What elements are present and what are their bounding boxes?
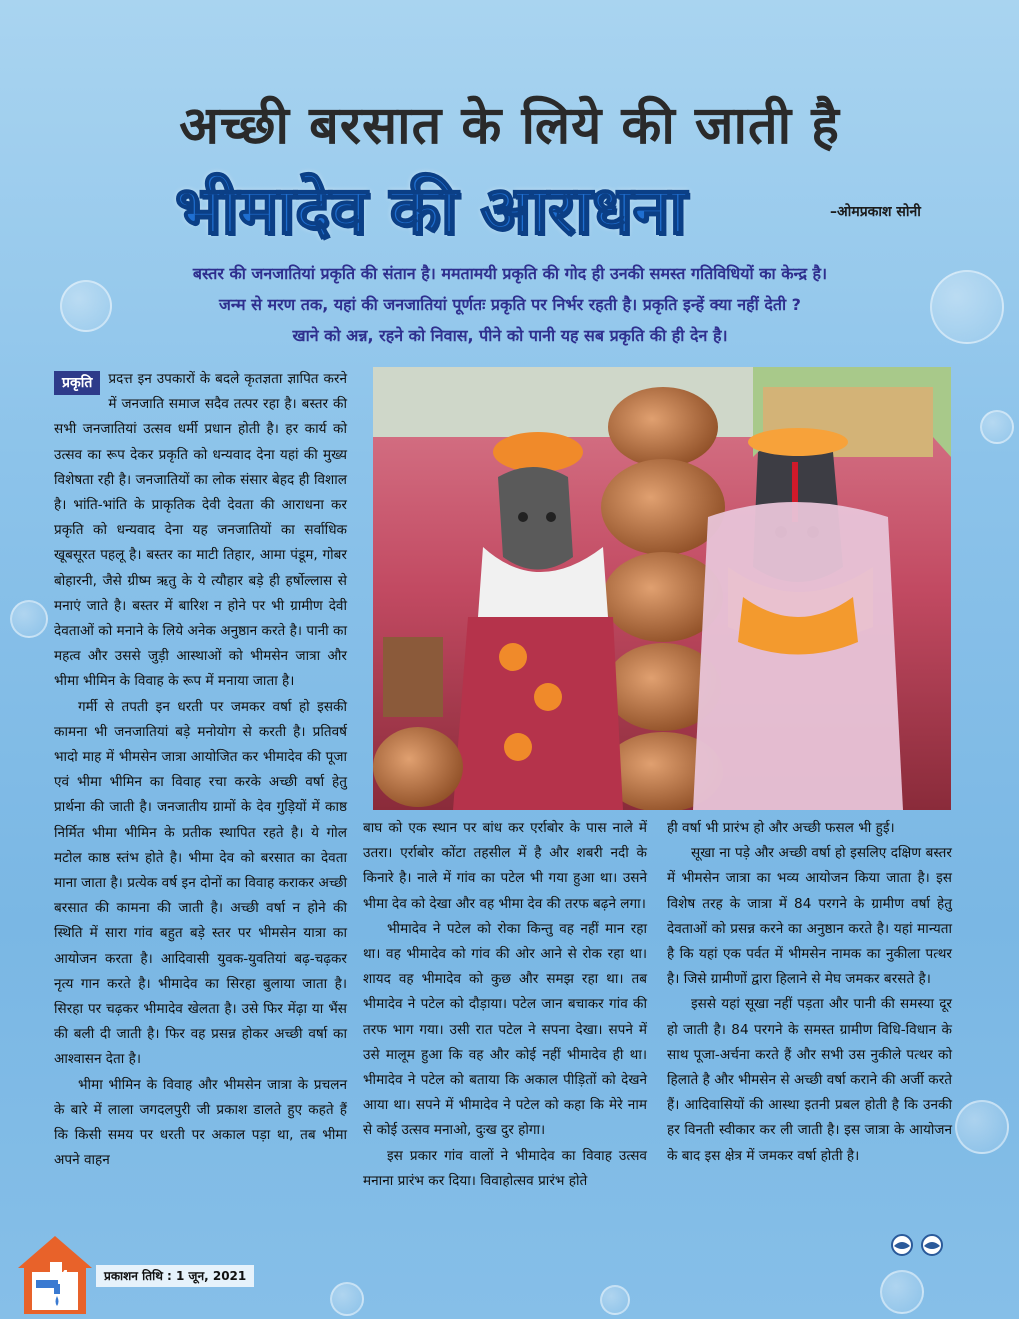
paragraph-text: प्रदत्त इन उपकारों के बदले कृतज्ञता ज्ञापित करने में जनजाति समाज सदैव तत्पर रहा है। बस्तर की सभी जनजातियां उत्सव धर्मी प्रधान होती है। हर कार्य को उत्सव का रूप देकर प्रकृति को धन्यवाद देना यहां की मुख्य विशेषता रही है। जनजातियों का लोक संसार बेहद ही विशाल है। भांति-भांति के प्राकृतिक देवी देवता की आराधना कर प्रकृति को धन्यवाद देना यह जनजातियों का सर्वाधिक खूबसूरत पहलू है। बस्तर का माटी तिहार, आमा पंडूम, गोबर बोहारनी, जैसे ग्रीष्म ऋतु के ये त्यौहार बड़े ही हर्षोल्लास से मनाएं जाते है। बस्तर में बारिश न होने पर भी ग्रामीण देवी देवताओं को मनाने के लिये अनेक अनुष्ठान करते है। पानी का महत्व और उससे जुड़ी आस्थाओं को भीमसेन जात्रा और भीमा भीमिन के विवाह के रूप में मनाया जाता है। [54, 371, 347, 690]
headline-line-1: अच्छी बरसात के लिये की जाती है [179, 96, 840, 156]
dropcap-label: प्रकृति [54, 371, 100, 395]
paragraph: इस प्रकार गांव वालों ने भीमादेव का विवाह उत्सव मनाना प्रारंभ कर दिया। विवाहोत्सव प्रारंभ होते [363, 1147, 647, 1189]
background-bubble [980, 410, 1014, 444]
article-column-1 [54, 367, 347, 1247]
paragraph: गर्मी से तपती इन धरती पर जमकर वर्षा हो इसकी कामना भी जनजातियां बड़े मनोयोग से करती है। प्रतिवर्ष भादो माह में भीमसेन जात्रा आयोजित कर भीमादेव की पूजा एवं भीमा भीमिन का विवाह रचा करके अच्छी वर्षा हेतु प्रार्थना की जाती है। जनजातीय ग्रामों के देव गुड़ियों में काष्ठ निर्मित भीमा भीमिन के प्रतीक स्थापित रहते है। ये गोल मटोल काष्ठ स्तंभ होते है। भीमा देव को बरसात का देवता माना जाता है। प्रत्येक वर्ष इन दोनों का विवाह कराकर अच्छी बरसात की कामना की जाती है। अच्छी वर्षा न होने की स्थिति में सारा गांव बहुत बड़े स्तर पर भीमसेन यात्रा का आयोजन करता है। आदिवासी युवक-युवतियां बढ़-चढ़कर नृत्य गान करते है। भीमादेव का सिरहा बुलाया जाता है। सिरहा पर चढ़कर भीमादेव खेलता है। उसे फिर मेंढ़ा या भैंस की बली दी जाती है। फिर वह प्रसन्न होकर अच्छी वर्षा का आश्वासन देता है। [54, 698, 347, 1068]
paragraph: बाघ को एक स्थान पर बांध कर एर्राबोर के पास नाले में उतरा। एर्राबोर कोंटा तहसील में है और शबरी नदी के किनारे है। नाले में गांव का पटेल भी गया हुआ था। उसने भीमा देव को देखा और वह भीमा देव की तरफ बढ़ने लगा। [363, 820, 647, 912]
paragraph: भीमा भीमिन के विवाह और भीमसेन जात्रा के प्रचलन के बारे में लाला जगदलपुरी जी प्रकाश डालते हुए कहते हैं कि किसी समय पर धरती पर अकाल पड़ा था, तब भीमा अपने वाहन [54, 1076, 347, 1169]
article-column-2 [363, 816, 647, 1246]
paragraph [54, 367, 347, 695]
page-number: 14 [52, 1268, 69, 1282]
background-bubble [600, 1285, 630, 1315]
deity-photo-illustration [373, 367, 951, 810]
end-of-article-icon [886, 1234, 952, 1256]
intro-line: बस्तर की जनजातियां प्रकृति की संतान है। ममतामयी प्रकृति की गोद ही उनकी समस्त गतिविधियों का केन्द्र है। [192, 264, 828, 283]
article-column-3 [667, 816, 952, 1226]
background-bubble [330, 1282, 364, 1316]
paragraph: भीमादेव ने पटेल को रोका किन्तु वह नहीं मान रहा था। वह भीमादेव को गांव की ओर आने से रोक रहा था। शायद वह भीमादेव को कुछ और समझ रहा था। तब भीमादेव ने पटेल को दौड़ाया। पटेल जान बचाकर गांव की तरफ भाग गया। उसी रात पटेल ने सपना देखा। सपने में उसे मालूम हुआ कि वह और कोई नहीं भीमादेव ही था। भीमादेव ने पटेल को बताया कि अकाल पीड़ितों को देखने आया था। सपने में भीमादेव ने पटेल को कहा कि मेरे नाम से कोई उत्सव मनाओ, दुःख दुर होगा। [363, 920, 647, 1139]
background-bubble [955, 1100, 1009, 1154]
article-photo [373, 367, 951, 810]
headline-line-2: भीमादेव की आराधना [175, 172, 687, 249]
paragraph: सूखा ना पड़े और अच्छी वर्षा हो इसलिए दक्षिण बस्तर में भीमसेन जात्रा का भव्य आयोजन किया जाता है। इस विशेष तरह के जात्रा में 84 परगने के ग्रामीण वर्षा हेतु देवताओं को प्रसन्न करने का अनुष्ठान करते है। यहां मान्यता है कि यहां एक पर्वत में भीमसेन नामक का नुकीला पत्थर है। जिसे ग्रामीणों द्वारा हिलाने से मेघ जमकर बरसते है। [667, 845, 952, 988]
background-bubble [10, 600, 48, 638]
paragraph: इससे यहां सूखा नहीं पड़ता और पानी की समस्या दूर हो जाती है। 84 परगने के समस्त ग्रामीण विधि-विधान के साथ पूजा-अर्चना करते हैं और सभी उस नुकीले पत्थर को हिलाते है और भीमसेन से अच्छी वर्षा कराने की अर्जी करते हैं। आदिवासियों की आस्था इतनी प्रबल होती है कि उनकी हर विनती स्वीकार कर ली जाती है। इस जात्रा के आयोजन के बाद इस क्षेत्र में जमकर वर्षा होती है। [667, 996, 952, 1164]
background-bubble [880, 1270, 924, 1314]
paragraph: ही वर्षा भी प्रारंभ हो और अच्छी फसल भी हुई। [667, 820, 895, 836]
intro-line: खाने को अन्न, रहने को निवास, पीने को पानी यह सब प्रकृति की ही देन है। [292, 326, 728, 345]
author-byline: –ओमप्रकाश सोनी [830, 204, 921, 220]
publication-date: प्रकाशन तिथि : 1 जून, 2021 [96, 1265, 254, 1287]
intro-line: जन्म से मरण तक, यहां की जनजातियां पूर्णतः प्रकृति पर निर्भर रहती है। प्रकृति इन्हें क्या नहीं देती ? [219, 295, 801, 314]
intro-block [70, 258, 950, 351]
